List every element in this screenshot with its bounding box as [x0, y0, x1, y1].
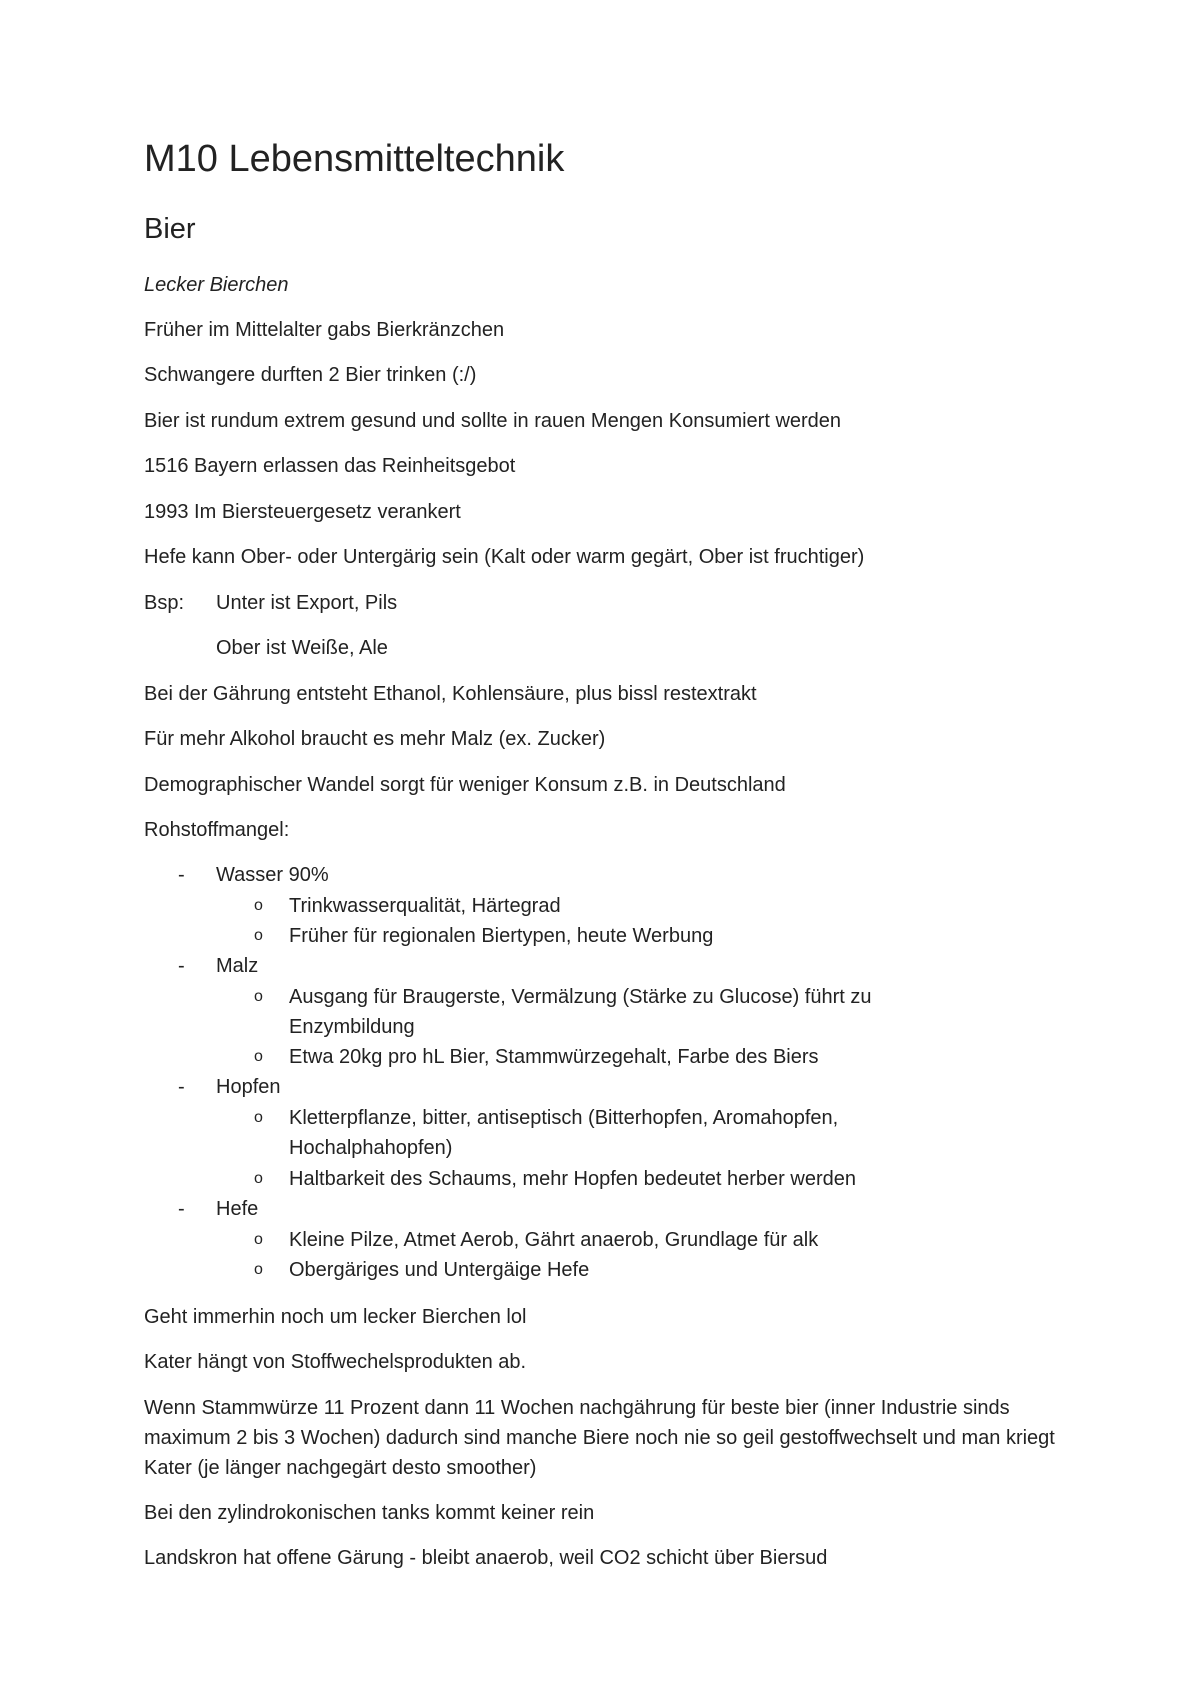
paragraph: Schwangere durften 2 Bier trinken (:/) [144, 364, 477, 386]
sub-list-item: Etwa 20kg pro hL Bier, Stammwürzegehalt, Farbe des Biers [289, 1046, 819, 1068]
paragraph: 1993 Im Biersteuergesetz verankert [144, 501, 461, 523]
paragraph: Wenn Stammwürze 11 Prozent dann 11 Wochen nachgährung für beste bier (inner Industrie sinds maximum 2 bis 3 Wochen) dadurch sind manche Biere noch nie so geil gestoffwechselt und man kriegt Kater (je länger nachgegärt desto smoother) [144, 1397, 1055, 1479]
list-item: Hefe [216, 1198, 259, 1220]
example-text: Unter ist Export, Pils [216, 592, 398, 614]
paragraph: Bier ist rundum extrem gesund und sollte in rauen Mengen Konsumiert werden [144, 410, 842, 432]
sub-list-item: Früher für regionalen Biertypen, heute Werbung [289, 925, 714, 947]
list-bullet: o [254, 1231, 263, 1248]
sub-list-item: Kleine Pilze, Atmet Aerob, Gährt anaerob, Grundlage für alk [289, 1229, 819, 1251]
list-bullet: o [254, 1048, 263, 1065]
list-bullet: o [254, 1109, 263, 1126]
paragraph: Hefe kann Ober- oder Untergärig sein (Kalt oder warm gegärt, Ober ist fruchtiger) [144, 546, 865, 568]
list-bullet: o [254, 927, 263, 944]
list-bullet: o [254, 1170, 263, 1187]
list-dash: - [178, 864, 185, 886]
paragraph: Früher im Mittelalter gabs Bierkränzchen [144, 319, 505, 341]
example-label: Bsp: [144, 592, 185, 614]
list-bullet: o [254, 1261, 263, 1278]
paragraph: Kater hängt von Stoffwechelsprodukten ab. [144, 1351, 527, 1373]
sub-list-item: Ausgang für Braugerste, Vermälzung (Stärke zu Glucose) führt zu Enzymbildung [289, 986, 872, 1038]
sub-list-item: Haltbarkeit des Schaums, mehr Hopfen bedeutet herber werden [289, 1168, 856, 1190]
sub-list-item: Trinkwasserqualität, Härtegrad [289, 895, 561, 917]
list-bullet: o [254, 897, 263, 914]
list-dash: - [178, 1076, 185, 1098]
paragraph: Landskron hat offene Gärung - bleibt anaerob, weil CO2 schicht über Biersud [144, 1547, 828, 1569]
list-dash: - [178, 1198, 185, 1220]
paragraph: Rohstoffmangel: [144, 819, 290, 841]
document-title: M10 Lebensmitteltechnik [144, 138, 565, 180]
paragraph: Geht immerhin noch um lecker Bierchen lol [144, 1306, 527, 1328]
list-item: Malz [216, 955, 259, 977]
sub-list-item: Obergäriges und Untergäige Hefe [289, 1259, 590, 1281]
list-item: Hopfen [216, 1076, 281, 1098]
paragraph: Für mehr Alkohol braucht es mehr Malz (ex. Zucker) [144, 728, 606, 750]
paragraph: 1516 Bayern erlassen das Reinheitsgebot [144, 455, 516, 477]
sub-list-item: Kletterpflanze, bitter, antiseptisch (Bitterhopfen, Aromahopfen, Hochalphahopfen) [289, 1107, 839, 1159]
example-line [144, 588, 397, 618]
paragraph: Bei der Gährung entsteht Ethanol, Kohlensäure, plus bissl restextrakt [144, 683, 757, 705]
section-heading: Bier [144, 213, 196, 245]
list-item: Wasser 90% [216, 864, 329, 886]
paragraph: Bei den zylindrokonischen tanks kommt keiner rein [144, 1502, 595, 1524]
list-bullet: o [254, 988, 263, 1005]
paragraph: Demographischer Wandel sorgt für weniger Konsum z.B. in Deutschland [144, 774, 786, 796]
list-dash: - [178, 955, 185, 977]
example-text: Ober ist Weiße, Ale [216, 637, 388, 659]
intro-text: Lecker Bierchen [144, 274, 289, 296]
